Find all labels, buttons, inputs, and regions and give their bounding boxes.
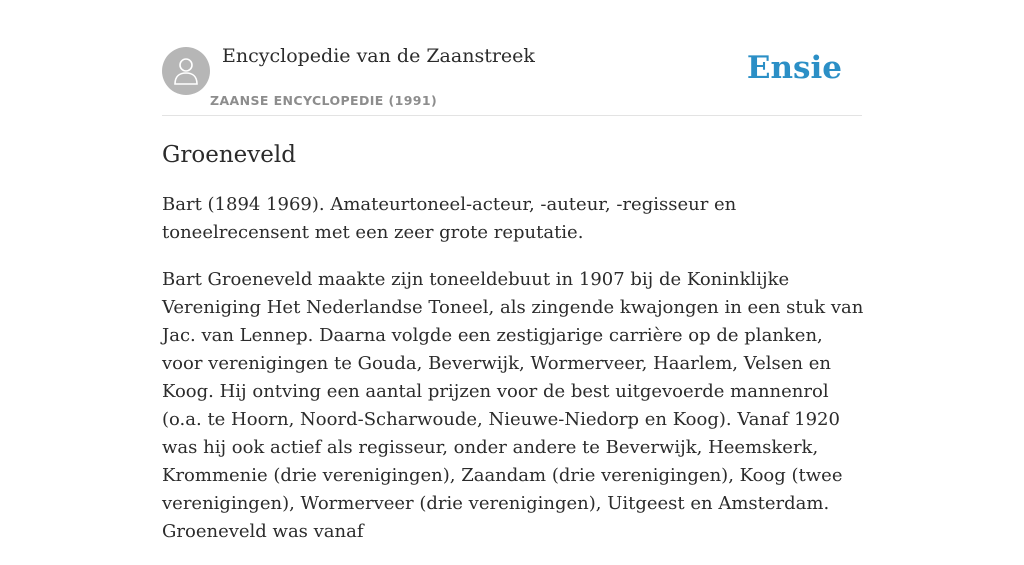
article-paragraph: Bart (1894 1969). Amateurtoneel-acteur, -auteur, -regisseur en toneelrecensent met een zeer grote reputatie. <box>162 194 737 243</box>
user-icon <box>171 55 201 87</box>
brand-logo[interactable]: Ensie <box>746 50 842 86</box>
article <box>162 138 864 565</box>
avatar[interactable] <box>162 47 210 95</box>
article-paragraph: Bart Groeneveld maakte zijn toneeldebuut in 1907 bij de Koninklijke Vereniging Het Nederlandse Toneel, als zingende kwajongen in een stuk van Jac. van Lennep. Daarna volgde een zestigjarige carrière op de planken, voor verenigingen te Gouda, Beverwijk, Wormerveer, Haarlem, Velsen en Koog. Hij ontving een aantal prijzen voor de best uitgevoerde mannenrol (o.a. te Hoorn, Noord-Scharwoude, Nieuwe-Niedorp en Koog). Vanaf 1920 was hij ook actief als regisseur, onder andere te Beverwijk, Heemskerk, Krommenie (drie verenigingen), Zaandam (drie verenigingen), Koog (twee verenigingen), Wormerveer (drie verenigingen), Uitgeest en Amsterdam. Groeneveld was vanaf <box>162 269 864 542</box>
article-title: Groeneveld <box>162 142 296 168</box>
source-title[interactable]: Encyclopedie van de Zaanstreek <box>222 45 535 67</box>
header <box>162 0 862 116</box>
source-subtitle: ZAANSE ENCYCLOPEDIE (1991) <box>210 93 438 108</box>
